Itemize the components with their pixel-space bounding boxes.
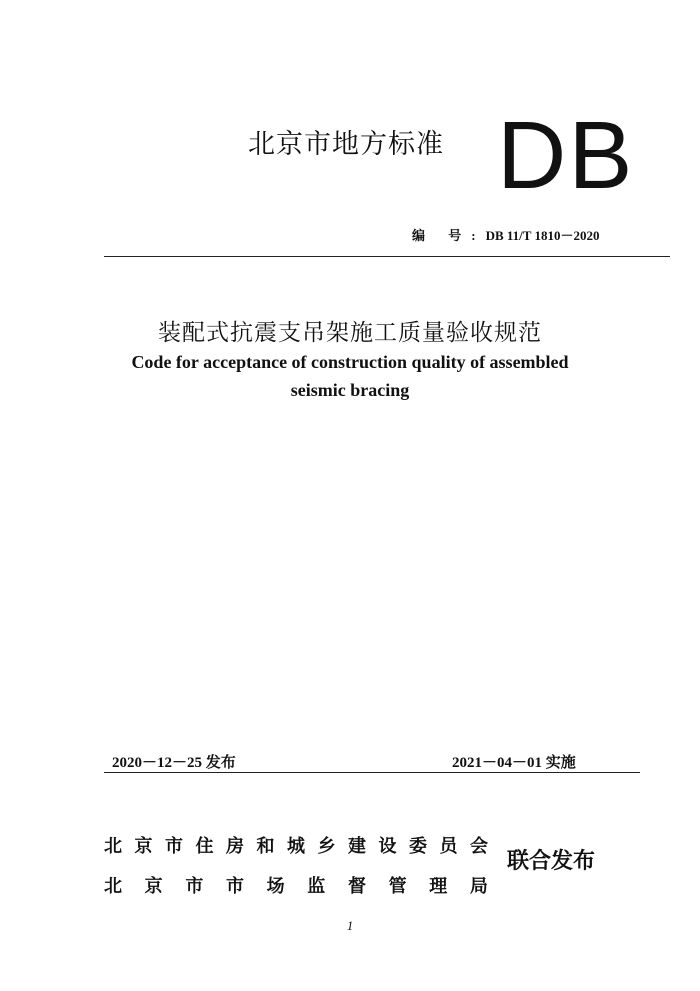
issuer-char: 和 bbox=[256, 836, 275, 857]
issuer-char: 北 bbox=[104, 836, 122, 857]
issuer-char: 京 bbox=[134, 836, 153, 857]
issuer-char: 市 bbox=[225, 876, 244, 897]
issuer-char: 房 bbox=[226, 836, 244, 857]
standard-number-label: 编 号: bbox=[412, 228, 486, 243]
title-chinese: 装配式抗震支吊架施工质量验收规范 bbox=[158, 320, 542, 346]
issuer-char: 城 bbox=[287, 836, 305, 857]
db-logo: DB bbox=[497, 102, 635, 209]
issuer-char: 建 bbox=[348, 836, 366, 857]
issuer-market-supervision bbox=[104, 872, 488, 898]
title-english-line1: Code for acceptance of construction quality of assembled bbox=[131, 352, 569, 372]
issuer-char: 市 bbox=[165, 836, 183, 857]
joint-issue-label: 联合发布 bbox=[507, 849, 596, 874]
standard-type: 北京市地方标准 bbox=[248, 129, 444, 160]
issuer-char: 北 bbox=[104, 876, 122, 897]
issuer-char: 京 bbox=[144, 876, 163, 897]
issue-date: 2020－12－25 发布 bbox=[112, 755, 236, 771]
standard-number-value: DB 11/T 1810－2020 bbox=[485, 228, 600, 243]
issuer-char: 理 bbox=[429, 876, 448, 897]
issuer-char: 场 bbox=[266, 876, 285, 897]
header-divider bbox=[104, 256, 670, 257]
issuer-char: 会 bbox=[470, 836, 488, 857]
issuer-char: 委 bbox=[409, 836, 427, 857]
issuer-char: 管 bbox=[388, 876, 407, 897]
issuer-char: 局 bbox=[469, 876, 488, 897]
implementation-date: 2021－04－01 实施 bbox=[452, 755, 576, 771]
issuer-char: 督 bbox=[347, 876, 366, 897]
standard-number bbox=[412, 225, 599, 244]
issuer-char: 住 bbox=[195, 836, 214, 857]
title-english-line2: seismic bracing bbox=[290, 380, 410, 400]
issuer-char: 市 bbox=[185, 876, 204, 897]
issuer-char: 监 bbox=[307, 876, 326, 897]
page-number: 1 bbox=[346, 918, 354, 933]
issuer-char: 设 bbox=[378, 836, 397, 857]
dates-divider bbox=[104, 772, 640, 773]
issuer-char: 员 bbox=[439, 836, 458, 857]
issuer-housing-commission bbox=[104, 832, 488, 858]
issuer-char: 乡 bbox=[317, 836, 336, 857]
